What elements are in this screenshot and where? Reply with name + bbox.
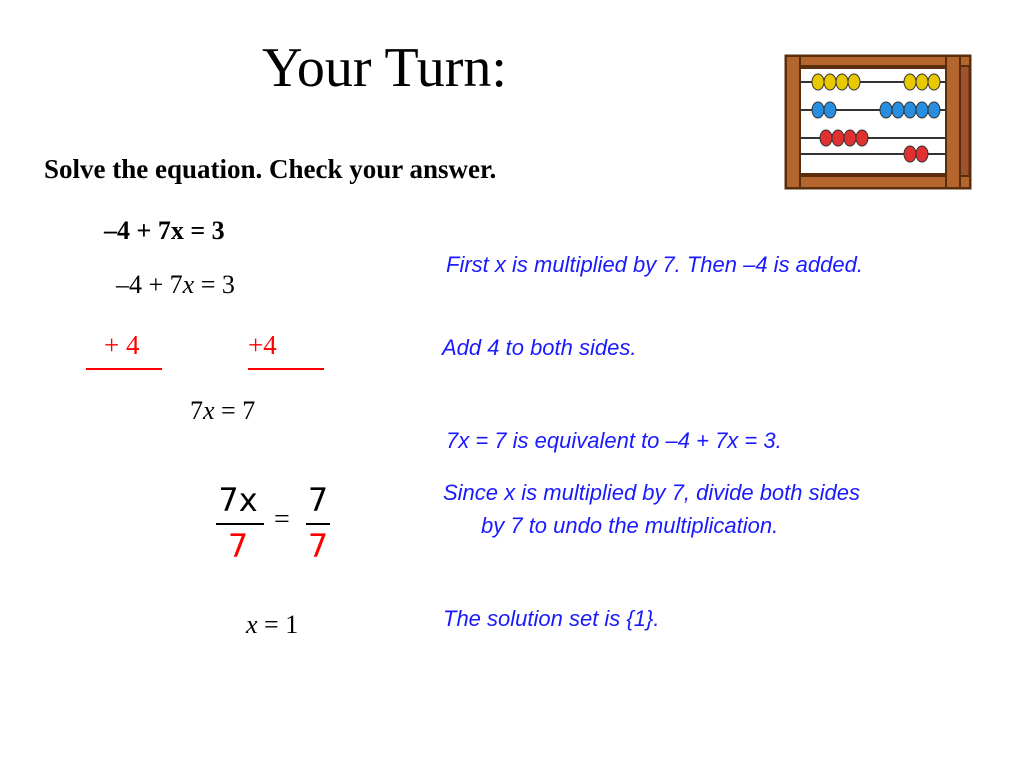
add-right-underline [248,368,324,370]
problem-equation: –4 + 7x = 3 [104,216,225,245]
explanation-3: 7x = 7 is equivalent to –4 + 7x = 3. [446,428,782,453]
solution-right: = 1 [257,610,299,639]
eq2-coef: 7 [190,396,203,425]
frac-denominator-left: 7 [227,527,249,565]
frac-denominator-right: 7 [307,527,329,565]
eq1-right: = 3 [194,270,235,299]
eq1-var: x [182,270,195,299]
solution-equation [246,612,298,638]
frac-numerator-right: 7 [307,481,329,519]
abacus-icon [782,52,974,192]
equation-step-2 [190,398,255,424]
eq1-left: –4 + 7 [116,270,183,299]
add-left-underline [86,368,162,370]
slide-title: Your Turn: [262,37,507,99]
explanation-1: First x is multiplied by 7. Then –4 is added. [446,252,863,277]
frac-equals: = [274,504,290,535]
explanation-5: The solution set is {1}. [443,606,660,631]
explanation-2: Add 4 to both sides. [442,335,637,360]
solution-var: x [246,610,258,639]
explanation-4-line-1: Since x is multiplied by 7, divide both sides [443,480,860,505]
frac-numerator-left: 7x [218,481,258,519]
frac-bar-right [306,523,330,525]
frac-bar-left [216,523,264,525]
equation-step-1 [116,272,235,298]
eq2-var: x [203,396,215,425]
add-right: +4 [248,330,277,360]
add-left: + 4 [104,330,140,360]
explanation-4-line-2: by 7 to undo the multiplication. [481,513,779,538]
instruction-text: Solve the equation. Check your answer. [44,154,497,184]
eq2-right: = 7 [214,396,256,425]
